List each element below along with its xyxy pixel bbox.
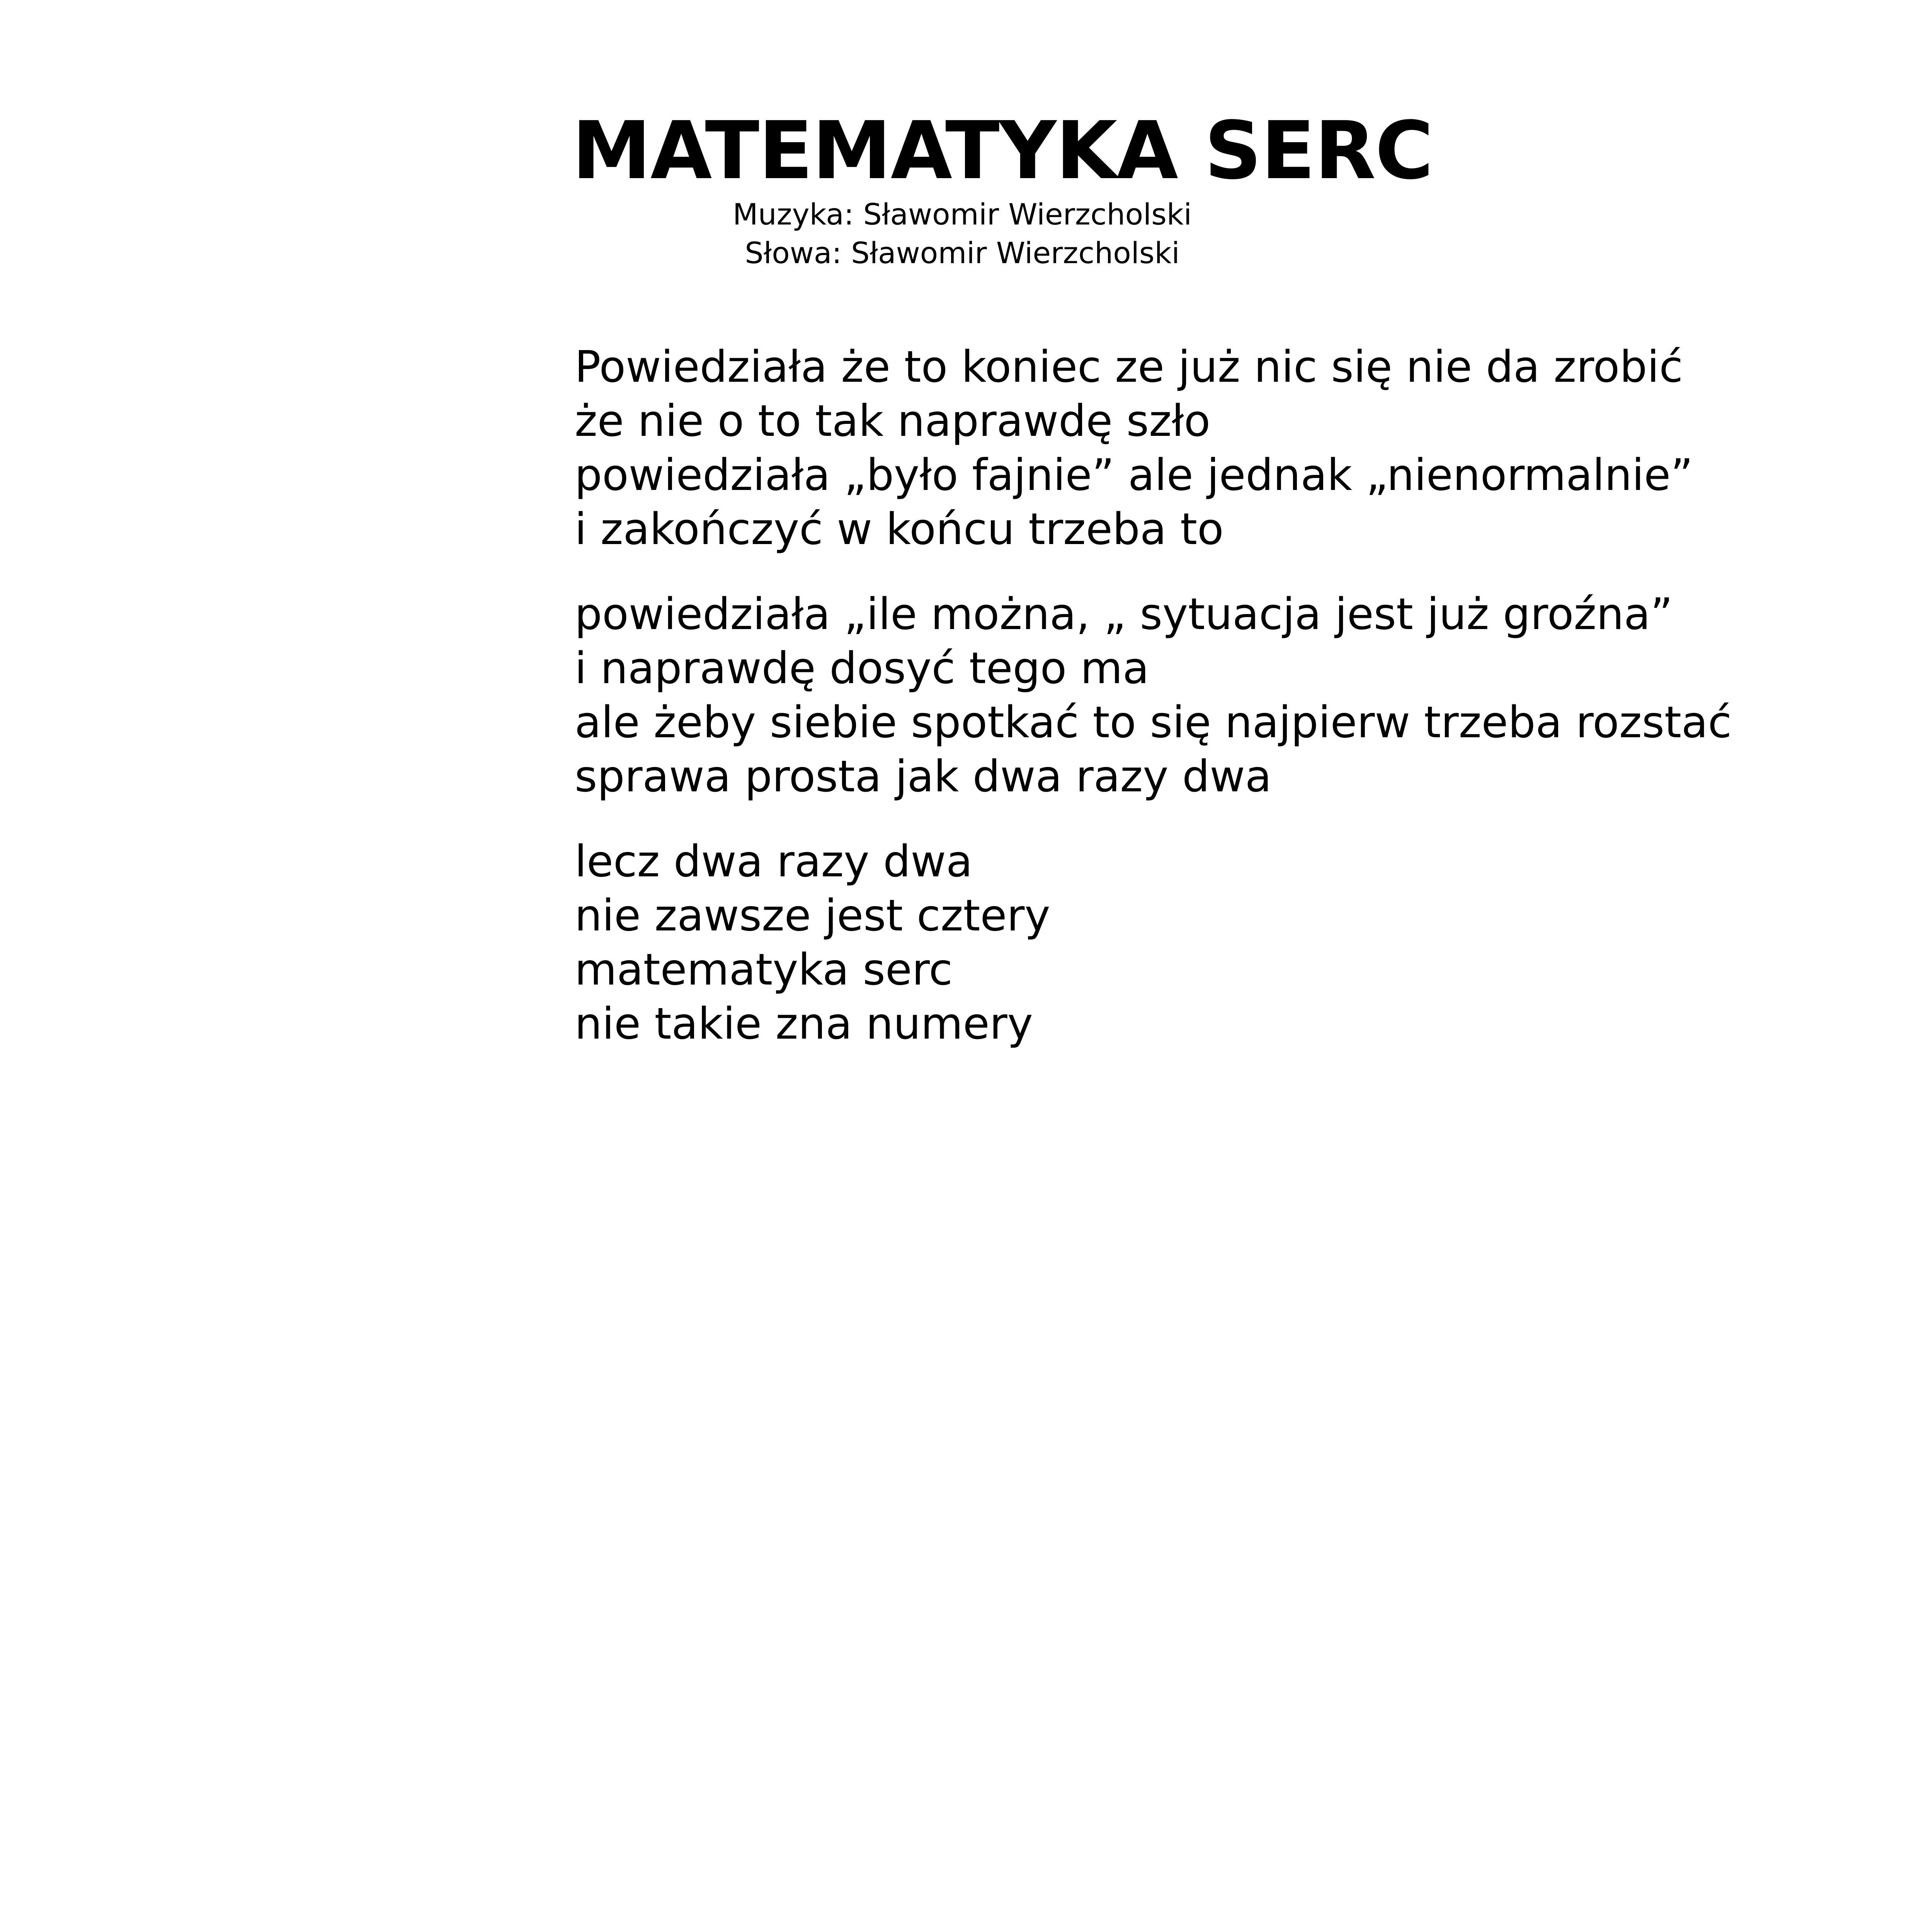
lyrics-body — [575, 340, 1850, 1082]
lyric-line: matematyka serc — [575, 945, 953, 995]
lyric-line: powiedziała „ile można, „ sytuacja jest już groźna” — [575, 589, 1673, 639]
stanza — [575, 587, 1850, 804]
lyric-line: nie zawsze jest cztery — [575, 891, 1050, 941]
lyric-line: Powiedziała że to koniec ze już nic się nie da zrobić — [575, 342, 1683, 392]
lyric-line: lecz dwa razy dwa — [575, 837, 973, 887]
lyric-line: sprawa prosta jak dwa razy dwa — [575, 752, 1272, 802]
lyric-line: i naprawdę dosyć tego ma — [575, 643, 1149, 694]
music-credit: Muzyka: Sławomir Wierzcholski — [732, 197, 1192, 231]
lyric-line: ale żeby siebie spotkać to się najpierw trzeba rozstać — [575, 697, 1732, 748]
lyric-line: że nie o to tak naprawdę szło — [575, 396, 1211, 446]
song-title: MATEMATYKA SERC — [572, 104, 1433, 197]
lyrics-credit: Słowa: Sławomir Wierzcholski — [745, 236, 1180, 270]
stanza — [575, 835, 1850, 1051]
stanza — [575, 340, 1850, 556]
lyric-line: i zakończyć w końcu trzeba to — [575, 504, 1224, 554]
lyric-line: nie takie zna numery — [575, 999, 1033, 1049]
song-credits — [572, 195, 1353, 272]
lyric-line: powiedziała „było fajnie” ale jednak „nienormalnie” — [575, 450, 1693, 500]
